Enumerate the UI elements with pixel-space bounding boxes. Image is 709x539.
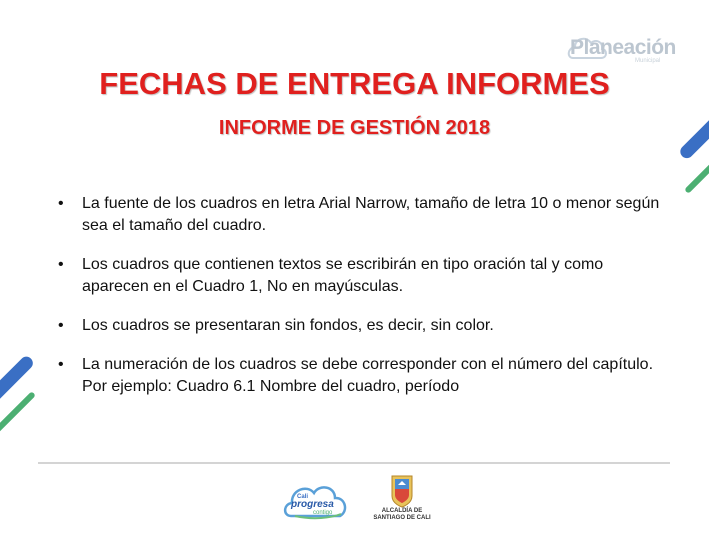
bullet-symbol: • [58, 256, 64, 273]
decorative-stripe-green-left [0, 391, 36, 435]
cali-logo-line1: Cali [297, 494, 309, 500]
cali-progresa-logo-icon [283, 478, 349, 522]
planeacion-logo-text: Planeación [570, 36, 676, 59]
footer-divider [38, 462, 670, 464]
list-item [52, 254, 662, 298]
list-item [52, 315, 662, 337]
alcaldia-caption [350, 508, 454, 522]
cali-logo-line2: progresa [291, 499, 334, 510]
planeacion-logo-subtext: Municipal [635, 58, 661, 64]
bullet-symbol: • [58, 356, 64, 373]
bullet-symbol: • [58, 195, 64, 212]
alcaldia-line1: ALCALDÍA DE [381, 508, 423, 514]
bullet-text: La numeración de los cuadros se debe corresponder con el número del capítulo. Por ejemplo: Cuadro 6.1 Nombre del cuadro, período [82, 356, 654, 395]
cali-logo-line3: contigo [313, 510, 333, 516]
bullet-text: La fuente de los cuadros en letra Arial Narrow, tamaño de letra 10 o menor según sea el tamaño del cuadro. [82, 195, 660, 234]
list-item [52, 354, 662, 398]
page-subtitle: INFORME DE GESTIÓN 2018 [218, 117, 491, 139]
list-item [52, 193, 662, 237]
bullet-text: Los cuadros que contienen textos se escribirán en tipo oración tal y como aparecen en el Cuadro 1, No en mayúsculas. [82, 256, 604, 295]
bullet-list [52, 193, 662, 415]
bullet-text: Los cuadros se presentaran sin fondos, es decir, sin color. [82, 317, 494, 334]
page-title: FECHAS DE ENTREGA INFORMES [99, 66, 610, 101]
bullet-symbol: • [58, 317, 64, 334]
alcaldia-line2: SANTIAGO DE CALI [373, 515, 431, 521]
